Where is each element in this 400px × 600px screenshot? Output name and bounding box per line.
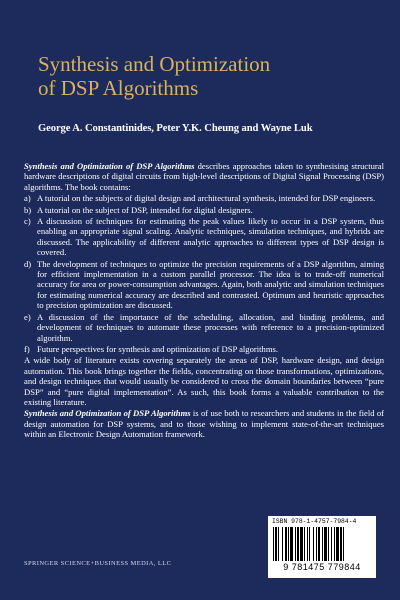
contents-item bbox=[24, 312, 384, 343]
audience-text: is of use both to researchers and students in the field of design automation for DSP systems, and to those wishing to implement state-of-the-art techniques within an Electronic Design Automation framework. bbox=[24, 408, 384, 440]
contents-item bbox=[24, 259, 384, 311]
intro-book-title: Synthesis and Optimization of DSP Algorithms bbox=[24, 161, 195, 171]
contents-item-text: The development of techniques to optimize the precision requirements of a DSP algorithm, aiming for efficient implementation in a custom parallel processor. The idea is to trade-off numerical accuracy for area or power-consumption advantages. Again, both analytic and simulation techniques for estimating numerical accuracy are described and contrasted. Optimum and heuristic approaches to precision optimization are discussed. bbox=[37, 258, 384, 311]
contents-list bbox=[24, 193, 384, 354]
contents-item bbox=[24, 344, 384, 354]
intro-paragraph bbox=[24, 161, 384, 192]
contents-item-marker: e) bbox=[24, 311, 31, 322]
title-line-2: of DSP Algorithms bbox=[38, 76, 199, 100]
contents-item-marker: c) bbox=[24, 216, 31, 227]
contents-item-marker: a) bbox=[24, 193, 31, 204]
literature-paragraph: A wide body of literature exists covering separately the areas of DSP, hardware design, and design automation. This book brings together the fields, concentrating on those transformations, optimizations, and design techniques that would usually be considered to cross the domain boundaries between “pure DSP” and “pure digital implementation”. As such, this book forms a valuable contribution to the existing literature. bbox=[24, 355, 384, 407]
book-title bbox=[38, 52, 378, 100]
barcode-digits: 9 781475 779844 bbox=[283, 562, 361, 572]
isbn-label: ISBN 978-1-4757-7984-4 bbox=[272, 518, 357, 525]
contents-item-text: A tutorial on the subject of DSP, intended for digital designers. bbox=[37, 204, 253, 215]
audience-book-title: Synthesis and Optimization of DSP Algorithms bbox=[24, 408, 191, 419]
description bbox=[24, 161, 384, 441]
title-line-1: Synthesis and Optimization bbox=[38, 52, 271, 76]
contents-item bbox=[24, 193, 384, 203]
contents-item-marker: b) bbox=[24, 204, 32, 215]
contents-item bbox=[24, 205, 384, 215]
audience-paragraph bbox=[24, 408, 384, 439]
barcode-box bbox=[268, 516, 376, 578]
contents-item-text: Future perspectives for synthesis and optimization of DSP algorithms. bbox=[37, 343, 278, 354]
authors: George A. Constantinides, Peter Y.K. Cheung and Wayne Luk bbox=[38, 123, 313, 134]
contents-item bbox=[24, 216, 384, 258]
publisher: SPRINGER SCIENCE+BUSINESS MEDIA, LLC bbox=[24, 560, 172, 567]
contents-item-text: A discussion of the importance of the scheduling, allocation, and binding problems, and development of techniques to automate these processes with reference to a precision-optimized algorithm. bbox=[37, 311, 384, 343]
barcode-bars bbox=[273, 527, 371, 561]
contents-item-marker: f) bbox=[24, 343, 30, 354]
contents-item-marker: d) bbox=[24, 258, 32, 269]
contents-item-text: A discussion of techniques for estimating the peak values likely to occur in a DSP system, thus enabling an appropriate signal scaling. Analytic techniques, simulation techniques, and hybrids are discussed. The applicability of different analytic approaches to different types of DSP design is covered. bbox=[37, 216, 384, 258]
intro-text: describes approaches taken to synthesising structural hardware descriptions of digital circuits from high-level descriptions of Digital Signal Processing (DSP) algorithms. The book contains: bbox=[24, 161, 384, 192]
contents-item-text: A tutorial on the subjects of digital design and architectural synthesis, intended for DSP engineers. bbox=[37, 193, 376, 204]
